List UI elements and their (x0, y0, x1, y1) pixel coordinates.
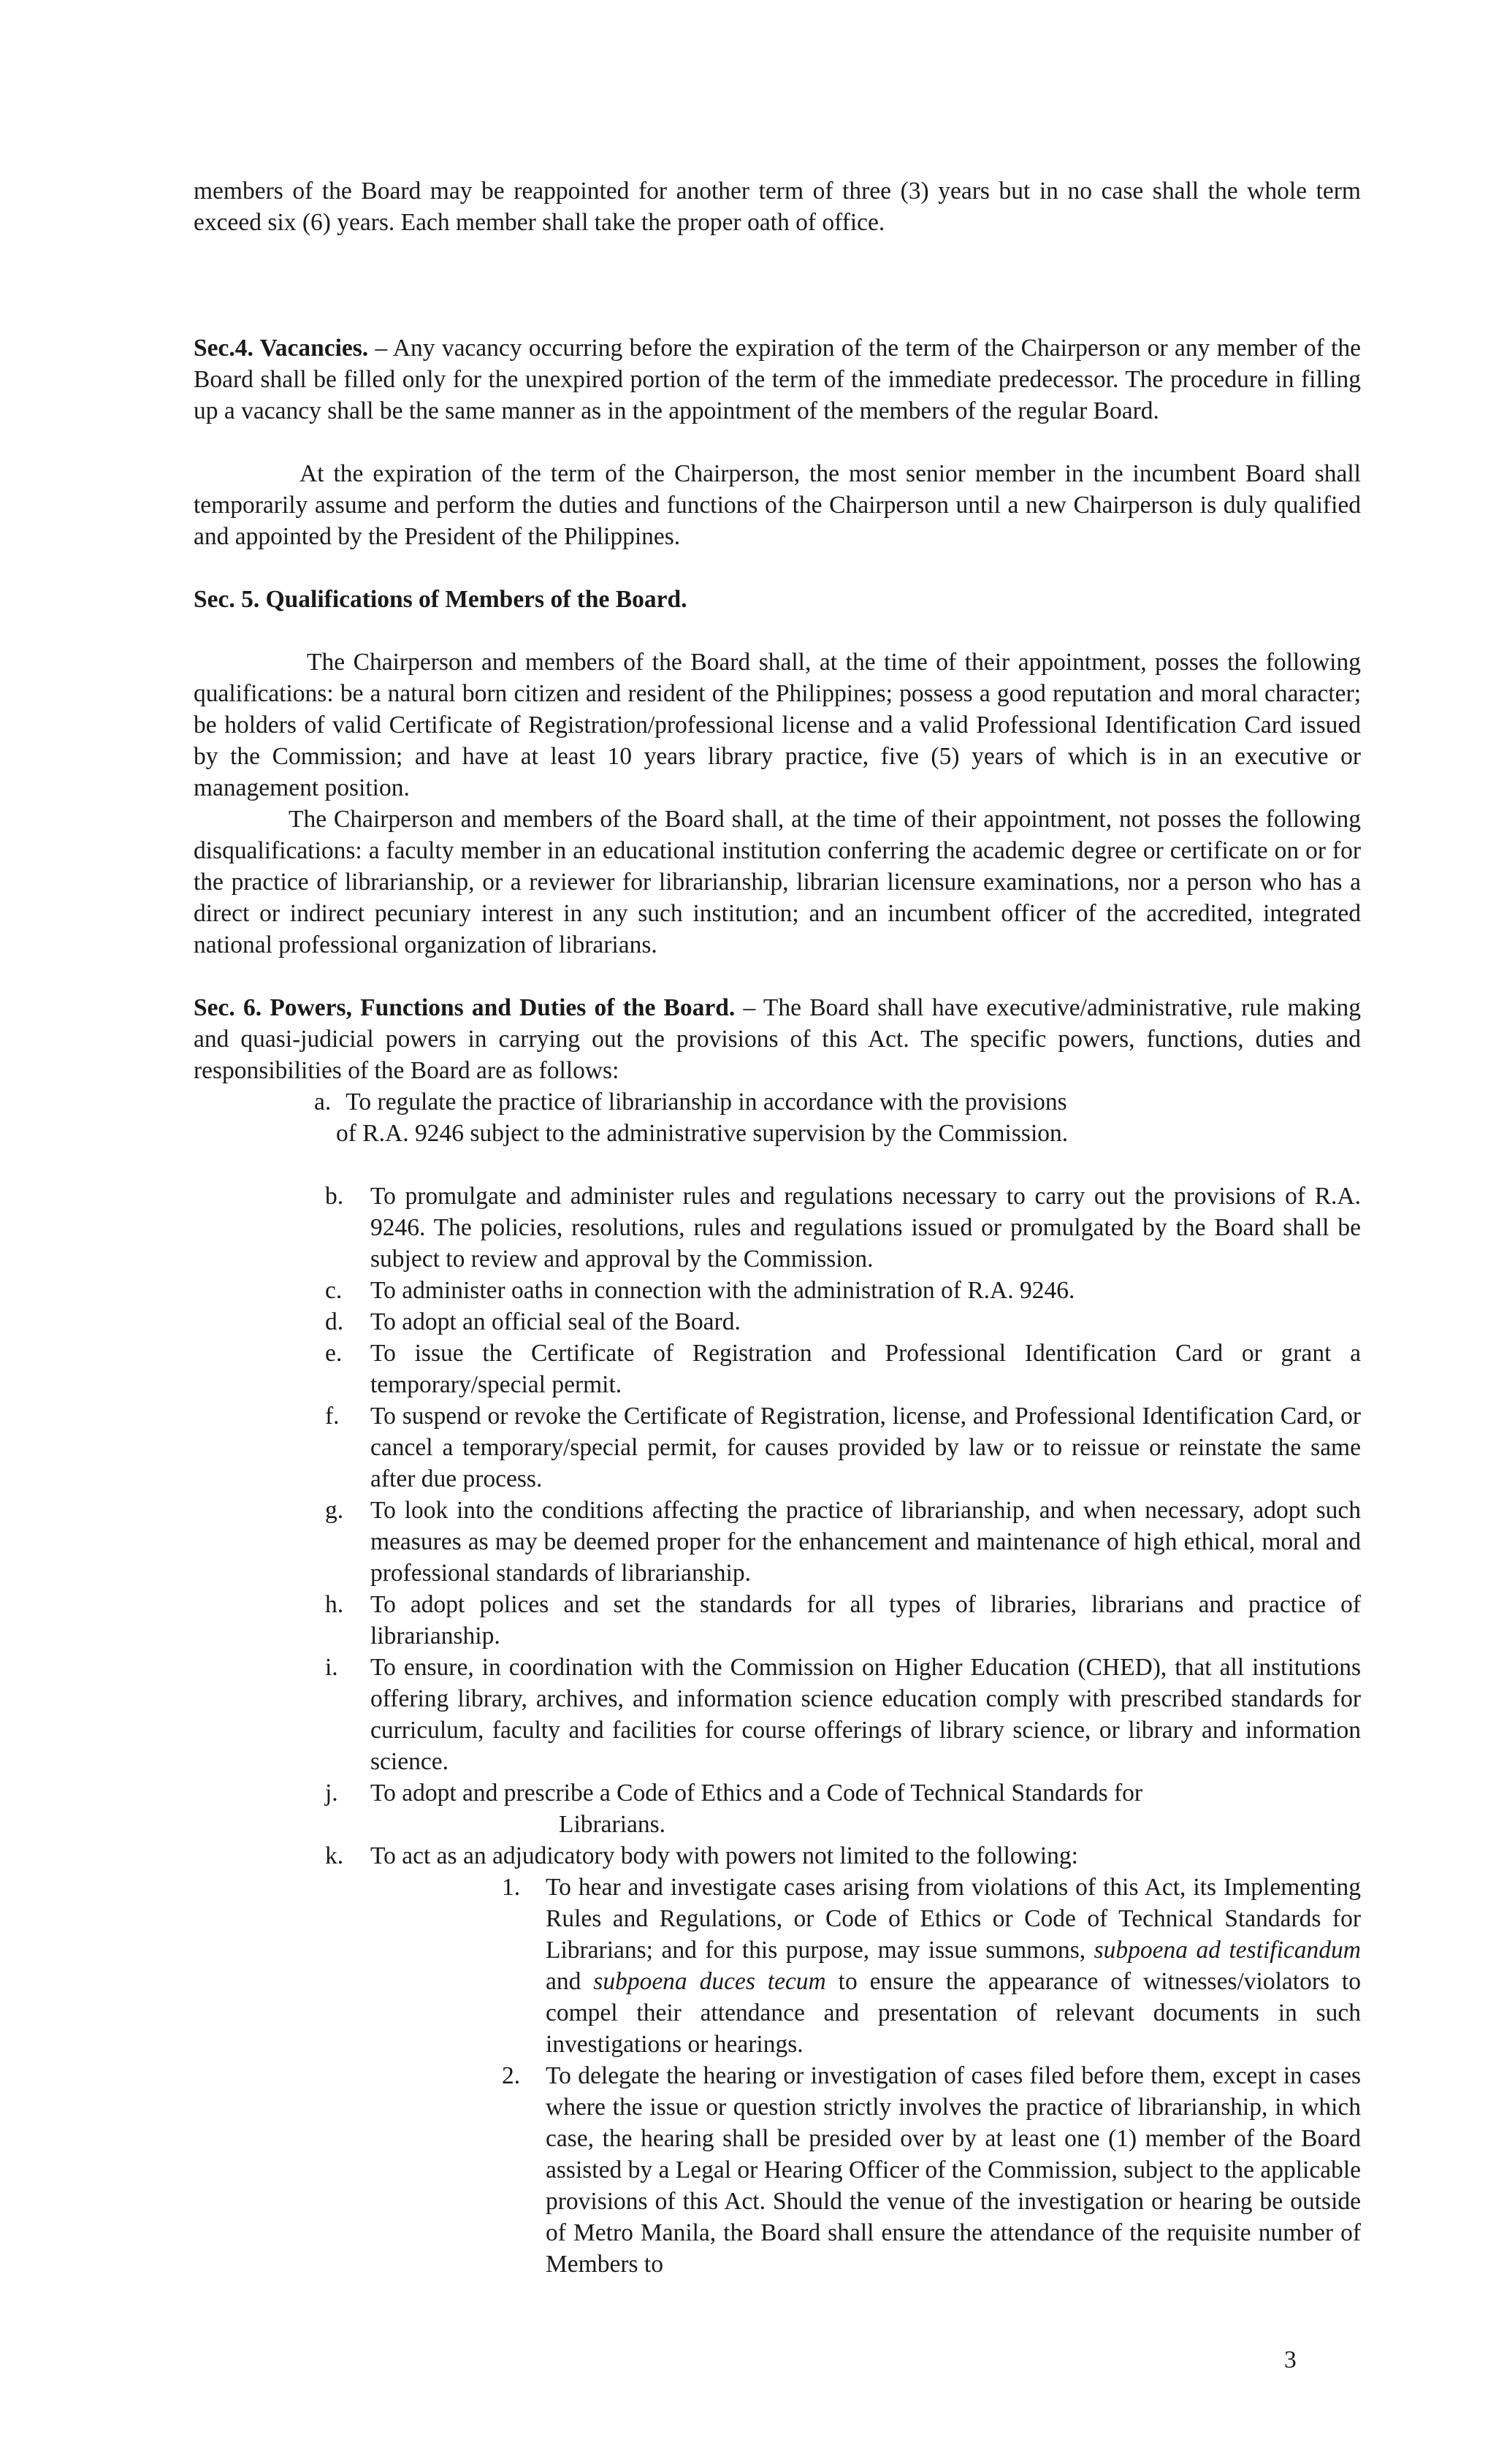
list-item (194, 1306, 1361, 1338)
list-marker: c. (325, 1277, 343, 1304)
page-number: 3 (1284, 2346, 1297, 2373)
sub-list-text: and (546, 1968, 594, 1995)
list-marker: k. (325, 1842, 344, 1869)
sub-list-marker: 2. (502, 2062, 521, 2089)
sec5-heading: Sec. 5. Qualifications of Members of the Board. (194, 586, 687, 613)
page-content (194, 175, 1361, 2280)
sec5-paragraph-2: The Chairperson and members of the Board shall, at the time of their appointment, not posses the following disqualifications: a faculty member in an educational institution conferring the academic degree or certificate on or for the practice of librarianship, or a reviewer for librarianship, librarian licensure examinations, nor a person who has a direct or indirect pecuniary interest in any such institution; and an incumbent officer of the accredited, integrated national professional organization of librarians. (194, 806, 1361, 958)
sub-list-text: To delegate the hearing or investigation of cases filed before them, except in cases where the issue or question strictly involves the practice of librarianship, in which case, the hearing shall be presided over by at least one (1) member of the Board assisted by a Legal or Hearing Officer of the Commission, subject to the applicable provisions of this Act. Should the venue of the investigation or hearing be outside of Metro Manila, the Board shall ensure the attendance of the requisite number of Members to (546, 2062, 1361, 2278)
sec4-heading: Sec.4. Vacancies. (194, 335, 369, 362)
list-marker: h. (325, 1591, 344, 1618)
list-item (194, 1589, 1361, 1652)
list-item-text: To adopt and prescribe a Code of Ethics and a Code of Technical Standards for (370, 1780, 1143, 1807)
list-item-text: To suspend or revoke the Certificate of Registration, license, and Professional Identification Card, or cancel a temporary/special permit, for causes provided by law or to reissue or reinstate the same after due process. (370, 1403, 1361, 1492)
sec4-paragraph (194, 332, 1361, 427)
list-item (194, 1338, 1361, 1400)
list-marker: e. (325, 1340, 343, 1367)
sec6-heading: Sec. 6. Powers, Functions and Duties of the Board. (194, 994, 736, 1021)
list-item (194, 1495, 1361, 1589)
list-item (194, 1180, 1361, 1275)
list-item-text-continued: Librarians. (559, 1811, 666, 1838)
sec6-text: – The Board shall have executive/administrative, rule making and quasi-judicial powers in carrying out the provisions of this Act. The specific powers, functions, duties and responsibilities of the Board are as follows: (194, 994, 1361, 1084)
sub-list-text: To hear and investigate cases arising from violations of this Act, its Implementing Rules and Regulations, or Code of Ethics or Code of Technical Standards for Librarians; and for this purpose, may issue summons, (546, 1874, 1361, 1964)
latin-term: subpoena ad testificandum (1094, 1937, 1361, 1964)
list-item-text: To issue the Certificate of Registration and Professional Identification Card or grant a temporary/special permit. (370, 1340, 1361, 1398)
sub-list-marker: 1. (502, 1874, 521, 1901)
list-item-text: To act as an adjudicatory body with powers not limited to the following: (370, 1842, 1078, 1869)
sec4-paragraph-2: At the expiration of the term of the Chairperson, the most senior member in the incumbent Board shall temporarily assume and perform the duties and functions of the Chairperson until a new Chairperson is duly qualified and appointed by the President of the Philippines. (194, 460, 1361, 550)
list-item (194, 1400, 1361, 1495)
sub-list-item (194, 1872, 1361, 2060)
list-item-text: To regulate the practice of librarianship in accordance with the provisions (346, 1088, 1067, 1115)
list-marker: f. (325, 1403, 340, 1430)
sec6-powers-list (194, 1086, 1361, 1872)
list-item-text: To look into the conditions affecting the practice of librarianship, and when necessary, adopt such measures as may be deemed proper for the enhancement and maintenance of high ethical, moral and professional standards of librarianship. (370, 1497, 1361, 1587)
list-marker: j. (325, 1780, 338, 1807)
sub-list-text: to ensure the appearance of witnesses/violators to compel their attendance and presentation of relevant documents in such investigations or hearings. (546, 1968, 1361, 2058)
list-item-text: To adopt an official seal of the Board. (370, 1308, 741, 1335)
list-marker: a. (314, 1088, 332, 1115)
list-marker: g. (325, 1497, 344, 1524)
list-item-text: To adopt polices and set the standards for all types of libraries, librarians and practice of librarianship. (370, 1591, 1361, 1649)
list-item-text: To administer oaths in connection with the administration of R.A. 9246. (370, 1277, 1075, 1304)
adjudicatory-powers-list (194, 1872, 1361, 2280)
latin-term: subpoena duces tecum (593, 1968, 826, 1995)
sec6-paragraph (194, 992, 1361, 1086)
list-item-text-continued: of R.A. 9246 subject to the administrative supervision by the Commission. (336, 1120, 1069, 1147)
list-item (194, 1840, 1361, 1872)
list-item (194, 1652, 1361, 1777)
list-item (194, 1275, 1361, 1306)
list-item-text: To ensure, in coordination with the Commission on Higher Education (CHED), that all institutions offering library, archives, and information science education comply with prescribed standards for curriculum, faculty and facilities for course offerings of library science, or library and information science. (370, 1654, 1361, 1775)
sec5-paragraph-1: The Chairperson and members of the Board shall, at the time of their appointment, posses the following qualifications: be a natural born citizen and resident of the Philippines; possess a good reputation and moral character; be holders of valid Certificate of Registration/professional license and a valid Professional Identification Card issued by the Commission; and have at least 10 years library practice, five (5) years of which is in an executive or management position. (194, 649, 1361, 801)
list-item (194, 1777, 1361, 1840)
list-item-text: To promulgate and administer rules and regulations necessary to carry out the provisions of R.A. 9246. The policies, resolutions, rules and regulations issued or promulgated by the Board shall be subject to review and approval by the Commission. (370, 1183, 1361, 1273)
sec4-text: – Any vacancy occurring before the expiration of the term of the Chairperson or any member of the Board shall be filled only for the unexpired portion of the term of the immediate predecessor. The procedure in filling up a vacancy shall be the same manner as in the appointment of the members of the regular Board. (194, 335, 1361, 424)
sub-list-item (194, 2060, 1361, 2280)
list-marker: b. (325, 1183, 344, 1210)
list-marker: d. (325, 1308, 344, 1335)
list-item (194, 1086, 1361, 1149)
intro-paragraph: members of the Board may be reappointed for another term of three (3) years but in no case shall the whole term exceed six (6) years. Each member shall take the proper oath of office. (194, 178, 1361, 236)
list-marker: i. (325, 1654, 338, 1681)
